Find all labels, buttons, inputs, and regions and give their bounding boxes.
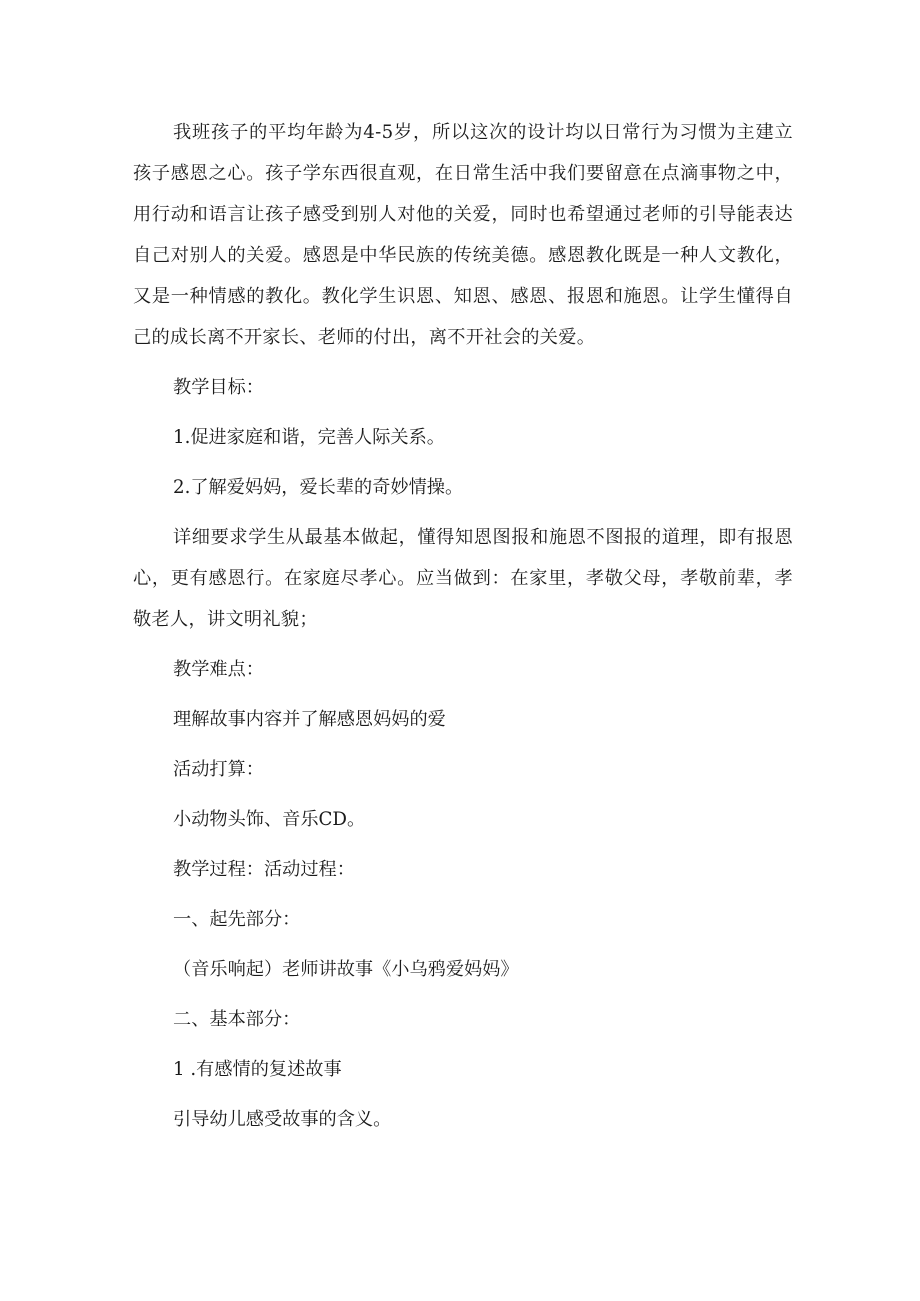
teaching-difficulty-heading: 教学难点： <box>173 659 264 680</box>
teaching-process-heading: 教学过程：活动过程： <box>173 859 355 880</box>
section-1-heading: 一、起先部分： <box>173 909 301 930</box>
section-2-item-1: 1 .有感情的复述故事 <box>173 1059 342 1080</box>
intro-paragraph: 我班孩子的平均年龄为4-5岁，所以这次的设计均以日常行为习惯为主建立孩子感恩之心。孩子学东西很直观，在日常生活中我们要留意在点滴事物之中，用行动和语言让孩子感受到别人对他的关爱，同时也希望通过老师的引导能表达自己对别人的关爱。感恩是中华民族的传统美德。感恩教化既是一种人文教化，又是一种情感的教化。教化学生识恩、知恩、感恩、报恩和施恩。让学生懂得自己的成长离不开家长、老师的付出，离不开社会的关爱。 <box>133 122 793 348</box>
teaching-goals-heading: 教学目标： <box>173 377 264 398</box>
teaching-difficulty-text: 理解故事内容并了解感恩妈妈的爱 <box>173 709 446 730</box>
section-2-heading: 二、基本部分： <box>173 1009 301 1030</box>
document-body <box>133 112 793 1140</box>
section-2-text: 引导幼儿感受故事的含义。 <box>173 1109 392 1130</box>
section-1-text: （音乐响起）老师讲故事《小乌鸦爱妈妈》 <box>173 959 519 980</box>
requirements-paragraph: 详细要求学生从最基本做起，懂得知恩图报和施恩不图报的道理，即有报恩心，更有感恩行。在家庭尽孝心。应当做到：在家里，孝敬父母，孝敬前辈，孝敬老人，讲文明礼貌； <box>133 527 793 630</box>
activity-prep-heading: 活动打算： <box>173 759 264 780</box>
goal-item-2: 2.了解爱妈妈，爱长辈的奇妙情操。 <box>173 477 464 498</box>
goal-item-1: 1.促进家庭和谐，完善人际关系。 <box>173 427 445 448</box>
activity-prep-text: 小动物头饰、音乐CD。 <box>173 809 366 830</box>
